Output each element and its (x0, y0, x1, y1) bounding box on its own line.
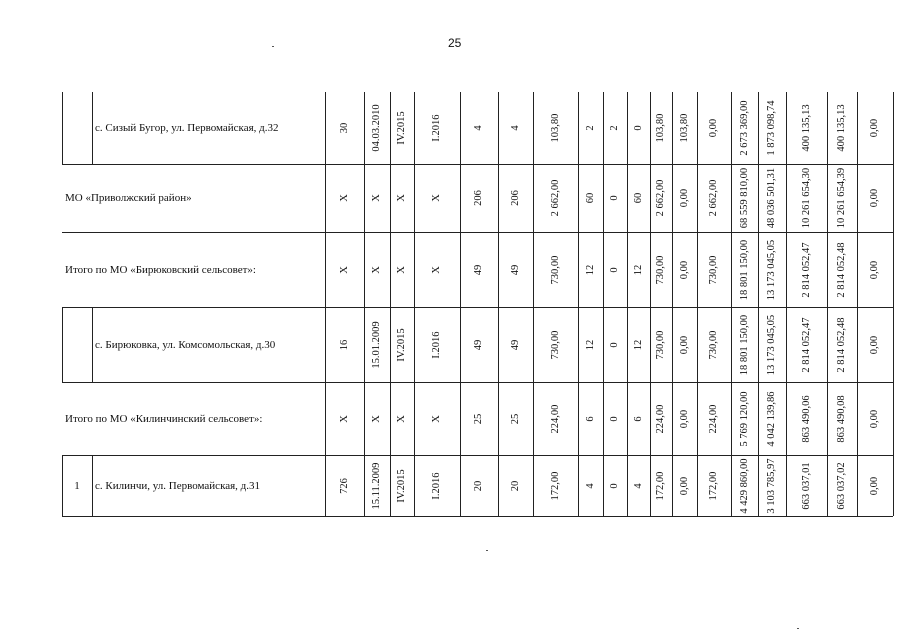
cell-value: 18 801 150,00 (738, 239, 750, 300)
cell-value: 49 (509, 264, 521, 275)
row-name: МО «Приволжский район» (65, 192, 192, 204)
table-rule (731, 92, 732, 516)
table-rule (786, 92, 787, 516)
cell-value: 224,00 (654, 404, 666, 433)
cell-value: 0 (608, 341, 620, 348)
cell-value: 3 103 785,97 (765, 457, 777, 514)
cell-value: 18 801 150,00 (738, 314, 750, 375)
cell-value: 2 814 052,47 (800, 316, 812, 373)
row-name: с. Килинчи, ул. Первомайская, д.31 (95, 479, 261, 492)
cell-value: Х (370, 414, 382, 423)
table-rule (62, 455, 63, 516)
cell-value: IV.2015 (395, 327, 407, 362)
scan-speck (272, 46, 274, 47)
cell-value: 49 (509, 339, 521, 350)
cell-value: IV.2015 (395, 111, 407, 145)
cell-value: 12 (584, 339, 596, 350)
cell-value: 400 135,13 (800, 104, 812, 152)
cell-value: 0,00 (868, 409, 880, 428)
table-rule (325, 92, 326, 516)
cell-value: 4 (509, 125, 521, 131)
row-name: Итого по МО «Килинчинский сельсовет»: (65, 412, 263, 425)
cell-value: 10 261 654,39 (835, 167, 847, 229)
cell-value: 5 769 120,00 (738, 390, 750, 447)
table-rule (414, 92, 415, 516)
cell-value: 10 261 654,30 (800, 167, 812, 229)
cell-value: 4 429 860,00 (738, 457, 750, 514)
table-rule (62, 232, 893, 233)
cell-value: 863 490,06 (800, 394, 812, 443)
cell-value: 730,00 (707, 330, 719, 359)
cell-value: 0 (608, 266, 620, 273)
table-rule (857, 92, 858, 516)
cell-value: 49 (472, 339, 484, 350)
cell-value: Х (338, 194, 350, 202)
cell-value: 4 (584, 482, 596, 489)
cell-value: 206 (509, 190, 521, 206)
cell-value: Х (430, 265, 442, 274)
cell-value: 172,00 (654, 471, 666, 500)
cell-value: 49 (472, 264, 484, 275)
cell-value: 0,00 (678, 260, 690, 279)
cell-value: 0,00 (868, 335, 880, 354)
scan-speck (797, 628, 799, 629)
cell-value: 663 037,01 (800, 461, 812, 510)
table-rule (62, 307, 63, 382)
table-rule (62, 92, 63, 164)
cell-value: 103,80 (654, 113, 666, 143)
cell-value: 224,00 (707, 404, 719, 433)
cell-value: 13 173 045,05 (765, 314, 777, 375)
table-rule (390, 92, 391, 516)
cell-value: 68 559 810,00 (738, 167, 750, 229)
cell-value: 2 673 369,00 (738, 100, 750, 156)
cell-value: 4 (632, 482, 644, 489)
table-rule (672, 92, 673, 516)
cell-value: 6 (632, 415, 644, 422)
cell-value: 2 662,00 (654, 179, 666, 217)
table-rule (62, 455, 893, 456)
cell-value: I.2016 (430, 471, 442, 500)
cell-value: 730,00 (549, 330, 561, 359)
cell-value: 1 873 098,74 (765, 100, 777, 156)
cell-value: 0,00 (868, 476, 880, 495)
table-rule (62, 164, 893, 165)
cell-value: 0 (632, 125, 644, 131)
cell-value: 103,80 (549, 113, 561, 143)
cell-value: 206 (472, 190, 484, 206)
cell-value: 0,00 (707, 118, 719, 138)
cell-value: 726 (338, 477, 350, 494)
row-name: с. Сизый Бугор, ул. Первомайская, д.32 (95, 122, 279, 134)
cell-value: 172,00 (549, 471, 561, 500)
cell-value: 103,80 (678, 113, 690, 143)
cell-value: 48 036 501,31 (765, 167, 777, 229)
cell-value: Х (395, 194, 407, 202)
table-rule (62, 516, 893, 517)
cell-value: 20 (509, 480, 521, 491)
cell-value: 13 173 045,05 (765, 239, 777, 300)
cell-value: 863 490,08 (835, 394, 847, 443)
table-rule (627, 92, 628, 516)
cell-value: 224,00 (549, 404, 561, 433)
cell-value: 12 (632, 339, 644, 350)
cell-value: 2 662,00 (707, 179, 719, 217)
cell-value: Х (395, 414, 407, 423)
cell-value: 0,00 (678, 476, 690, 495)
cell-value: 15.01.2009 (370, 320, 382, 369)
table-rule (62, 382, 893, 383)
cell-value: 2 814 052,47 (800, 241, 812, 298)
cell-value: 60 (584, 192, 596, 204)
table-rule (460, 92, 461, 516)
cell-value: Х (370, 265, 382, 274)
row-name: с. Бирюковка, ул. Комсомольская, д.30 (95, 338, 276, 351)
cell-value: 0 (608, 195, 620, 201)
cell-value: I.2016 (430, 330, 442, 359)
cell-value: 6 (584, 415, 596, 422)
cell-value: 04.03.2010 (370, 104, 382, 152)
cell-value: Х (430, 414, 442, 423)
cell-value: 4 (472, 125, 484, 131)
cell-value: 400 135,13 (835, 104, 847, 152)
table-rule (498, 92, 499, 516)
table-rule (92, 307, 93, 382)
cell-value: 2 662,00 (549, 179, 561, 217)
cell-value: 0,00 (678, 335, 690, 354)
cell-value: 0 (608, 482, 620, 489)
cell-value: 172,00 (707, 471, 719, 500)
table-rule (92, 92, 93, 164)
cell-value: 0,00 (868, 188, 880, 208)
row-number: 1 (74, 479, 80, 492)
cell-value: 25 (509, 413, 521, 424)
cell-value: 16 (338, 339, 350, 350)
table-rule (62, 307, 893, 308)
cell-value: I.2016 (430, 114, 442, 142)
cell-value: 730,00 (549, 255, 561, 284)
page-number: 25 (448, 36, 462, 50)
cell-value: 0 (608, 415, 620, 422)
table-rule (364, 92, 365, 516)
cell-value: Х (338, 414, 350, 423)
scan-speck (486, 550, 488, 551)
table-rule (697, 92, 698, 516)
cell-value: Х (338, 265, 350, 274)
cell-value: 12 (584, 264, 596, 275)
cell-value: 730,00 (707, 255, 719, 284)
cell-value: Х (395, 265, 407, 274)
cell-value: 0,00 (868, 118, 880, 138)
cell-value: 2 814 052,48 (835, 241, 847, 298)
cell-value: 2 (608, 125, 620, 131)
cell-value: 2 (584, 125, 596, 131)
cell-value: 0,00 (678, 188, 690, 208)
cell-value: 25 (472, 413, 484, 424)
cell-value: 730,00 (654, 330, 666, 359)
cell-value: 730,00 (654, 255, 666, 284)
cell-value: 60 (632, 192, 644, 204)
table-rule (893, 92, 894, 516)
cell-value: 2 814 052,48 (835, 316, 847, 373)
table-rule (650, 92, 651, 516)
table-rule (603, 92, 604, 516)
table-rule (827, 92, 828, 516)
row-name: Итого по МО «Бирюковский сельсовет»: (65, 263, 256, 276)
cell-value: Х (370, 194, 382, 202)
cell-value: 15.11.2009 (370, 462, 382, 509)
table-rule (92, 455, 93, 516)
cell-value: 12 (632, 264, 644, 275)
cell-value: Х (430, 194, 442, 202)
cell-value: 4 042 139,86 (765, 390, 777, 447)
table-rule (578, 92, 579, 516)
table-rule (758, 92, 759, 516)
cell-value: IV.2015 (395, 468, 407, 503)
table-rule (533, 92, 534, 516)
cell-value: 663 037,02 (835, 461, 847, 510)
cell-value: 0,00 (678, 409, 690, 428)
cell-value: 20 (472, 480, 484, 491)
cell-value: 30 (338, 122, 350, 134)
cell-value: 0,00 (868, 260, 880, 279)
